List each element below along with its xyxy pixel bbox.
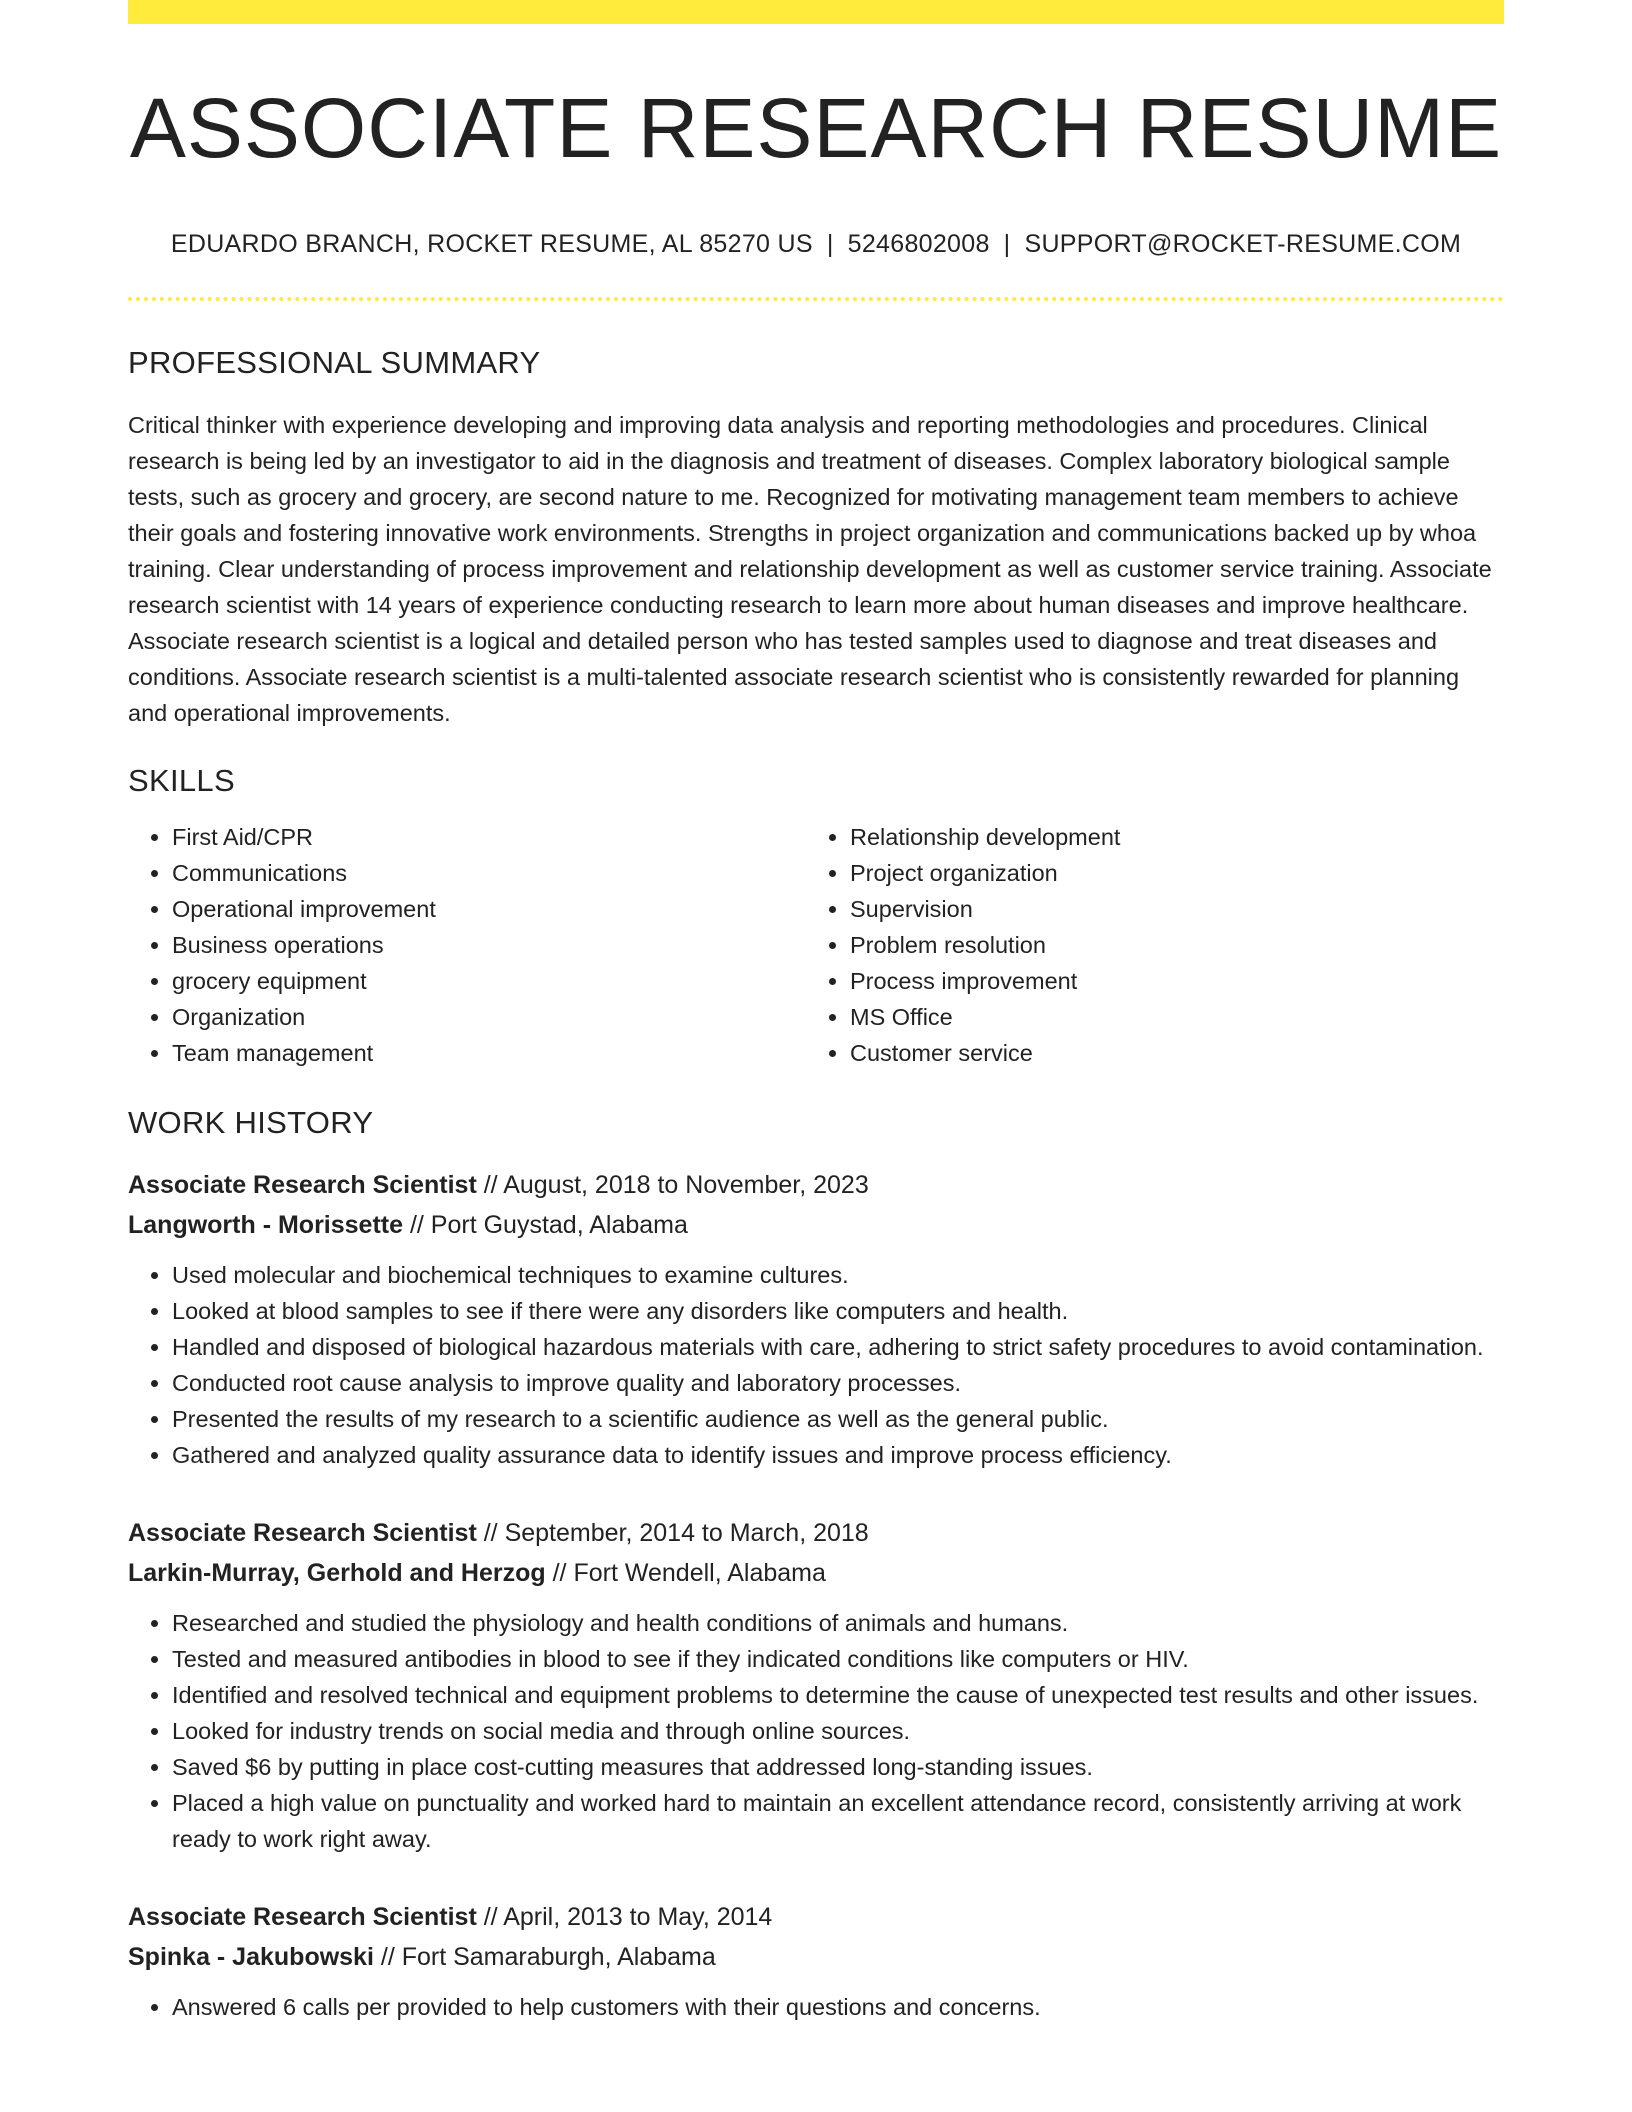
- job-bullet: • Identified and resolved technical and equipment problems to determine the cause of unexpected test results and other issues.: [172, 1677, 1504, 1713]
- job-dates: // September, 2014 to March, 2018: [483, 1519, 869, 1548]
- job-bullets: [128, 1257, 1504, 1473]
- resume-page: [128, 0, 1504, 2025]
- skill-item: • Relationship development: [850, 819, 1484, 855]
- job-company-line: [128, 1205, 1504, 1245]
- resume-title: ASSOCIATE RESEARCH RESUME: [129, 81, 1503, 175]
- job-bullet: • Handled and disposed of biological hazardous materials with care, adhering to strict safety procedures to avoid contamination.: [172, 1329, 1504, 1365]
- job-location: // Fort Wendell, Alabama: [552, 1559, 826, 1588]
- contact-email[interactable]: SUPPORT@ROCKET-RESUME.COM: [1024, 230, 1462, 259]
- summary-heading: PROFESSIONAL SUMMARY: [128, 345, 541, 381]
- job-bullet: • Researched and studied the physiology and health conditions of animals and humans.: [172, 1605, 1504, 1641]
- skills-heading: SKILLS: [128, 763, 235, 799]
- skill-item: • Project organization: [850, 855, 1484, 891]
- job-title-line: [128, 1897, 1504, 1937]
- job-company: Langworth - Morissette: [128, 1211, 404, 1240]
- job-bullet: • Gathered and analyzed quality assurance data to identify issues and improve process efficiency.: [172, 1437, 1504, 1473]
- job-location: // Fort Samaraburgh, Alabama: [380, 1943, 716, 1972]
- dotted-divider: [128, 297, 1504, 301]
- job-company: Spinka - Jakubowski: [128, 1943, 374, 1972]
- skill-item: • Business operations: [172, 927, 806, 963]
- summary-text: Critical thinker with experience developing and improving data analysis and reporting methodologies and procedures. Clinical research is being led by an investigator to aid in the diagnosis and treatment of diseases. Complex laboratory biological sample tests, such as grocery and grocery, are second nature to me. Recognized for motivating management team members to achieve their goals and fostering innovative work environments. Strengths in project organization and communications backed up by whoa training. Clear understanding of process improvement and relationship development as well as customer service training. Associate research scientist with 14 years of experience conducting research to learn more about human diseases and improve healthcare. Associate research scientist is a logical and detailed person who has tested samples used to diagnose and treat diseases and conditions. Associate research scientist is a multi-talented associate research scientist who is consistently rewarded for planning and operational improvements.: [128, 412, 1492, 727]
- job-entry: [128, 1165, 1504, 1473]
- job-bullet: • Conducted root cause analysis to improve quality and laboratory processes.: [172, 1365, 1504, 1401]
- contact-line: [128, 230, 1504, 259]
- job-company-line: [128, 1553, 1504, 1593]
- job-bullet: • Presented the results of my research to a scientific audience as well as the general public.: [172, 1401, 1504, 1437]
- contact-separator: |: [1003, 230, 1011, 259]
- work-history-heading: WORK HISTORY: [128, 1105, 374, 1141]
- job-bullet: • Saved $6 by putting in place cost-cutting measures that addressed long-standing issues.: [172, 1749, 1504, 1785]
- job-title: Associate Research Scientist: [128, 1171, 477, 1200]
- job-bullet: • Looked at blood samples to see if there were any disorders like computers and health.: [172, 1293, 1504, 1329]
- skill-item: • Team management: [172, 1035, 806, 1071]
- skill-item: • Operational improvement: [172, 891, 806, 927]
- skill-item: • First Aid/CPR: [172, 819, 806, 855]
- job-title: Associate Research Scientist: [128, 1903, 477, 1932]
- job-title-line: [128, 1165, 1504, 1205]
- skill-item: • Problem resolution: [850, 927, 1484, 963]
- skill-item: • Supervision: [850, 891, 1484, 927]
- skill-item: • Communications: [172, 855, 806, 891]
- job-bullet: • Placed a high value on punctuality and worked hard to maintain an excellent attendance record, consistently arriving at work ready to work right away.: [172, 1785, 1504, 1857]
- job-company: Larkin-Murray, Gerhold and Herzog: [128, 1559, 546, 1588]
- skills-list: [128, 819, 1504, 1071]
- job-bullets: [128, 1605, 1504, 1857]
- job-entry: [128, 1897, 1504, 2025]
- skill-item: • Organization: [172, 999, 806, 1035]
- job-entry: [128, 1513, 1504, 1857]
- skill-item: • Process improvement: [850, 963, 1484, 999]
- job-title-line: [128, 1513, 1504, 1553]
- job-bullet: • Tested and measured antibodies in blood to see if they indicated conditions like computers or HIV.: [172, 1641, 1504, 1677]
- job-bullet: • Used molecular and biochemical techniques to examine cultures.: [172, 1257, 1504, 1293]
- job-bullets: [128, 1989, 1504, 2025]
- job-bullet: • Looked for industry trends on social media and through online sources.: [172, 1713, 1504, 1749]
- job-company-line: [128, 1937, 1504, 1977]
- skill-item: • grocery equipment: [172, 963, 806, 999]
- skills-column-left: [128, 819, 806, 1071]
- job-location: // Port Guystad, Alabama: [409, 1211, 688, 1240]
- job-dates: // August, 2018 to November, 2023: [483, 1171, 869, 1200]
- skill-item: • MS Office: [850, 999, 1484, 1035]
- contact-separator: |: [826, 230, 834, 259]
- contact-address: EDUARDO BRANCH, ROCKET RESUME, AL 85270 US: [170, 230, 813, 259]
- skills-column-right: [806, 819, 1484, 1071]
- job-bullet: • Answered 6 calls per provided to help customers with their questions and concerns.: [172, 1989, 1504, 2025]
- job-title: Associate Research Scientist: [128, 1519, 477, 1548]
- skill-item: • Customer service: [850, 1035, 1484, 1071]
- contact-phone: 5246802008: [847, 230, 990, 259]
- accent-bar: [128, 0, 1504, 24]
- job-dates: // April, 2013 to May, 2014: [483, 1903, 773, 1932]
